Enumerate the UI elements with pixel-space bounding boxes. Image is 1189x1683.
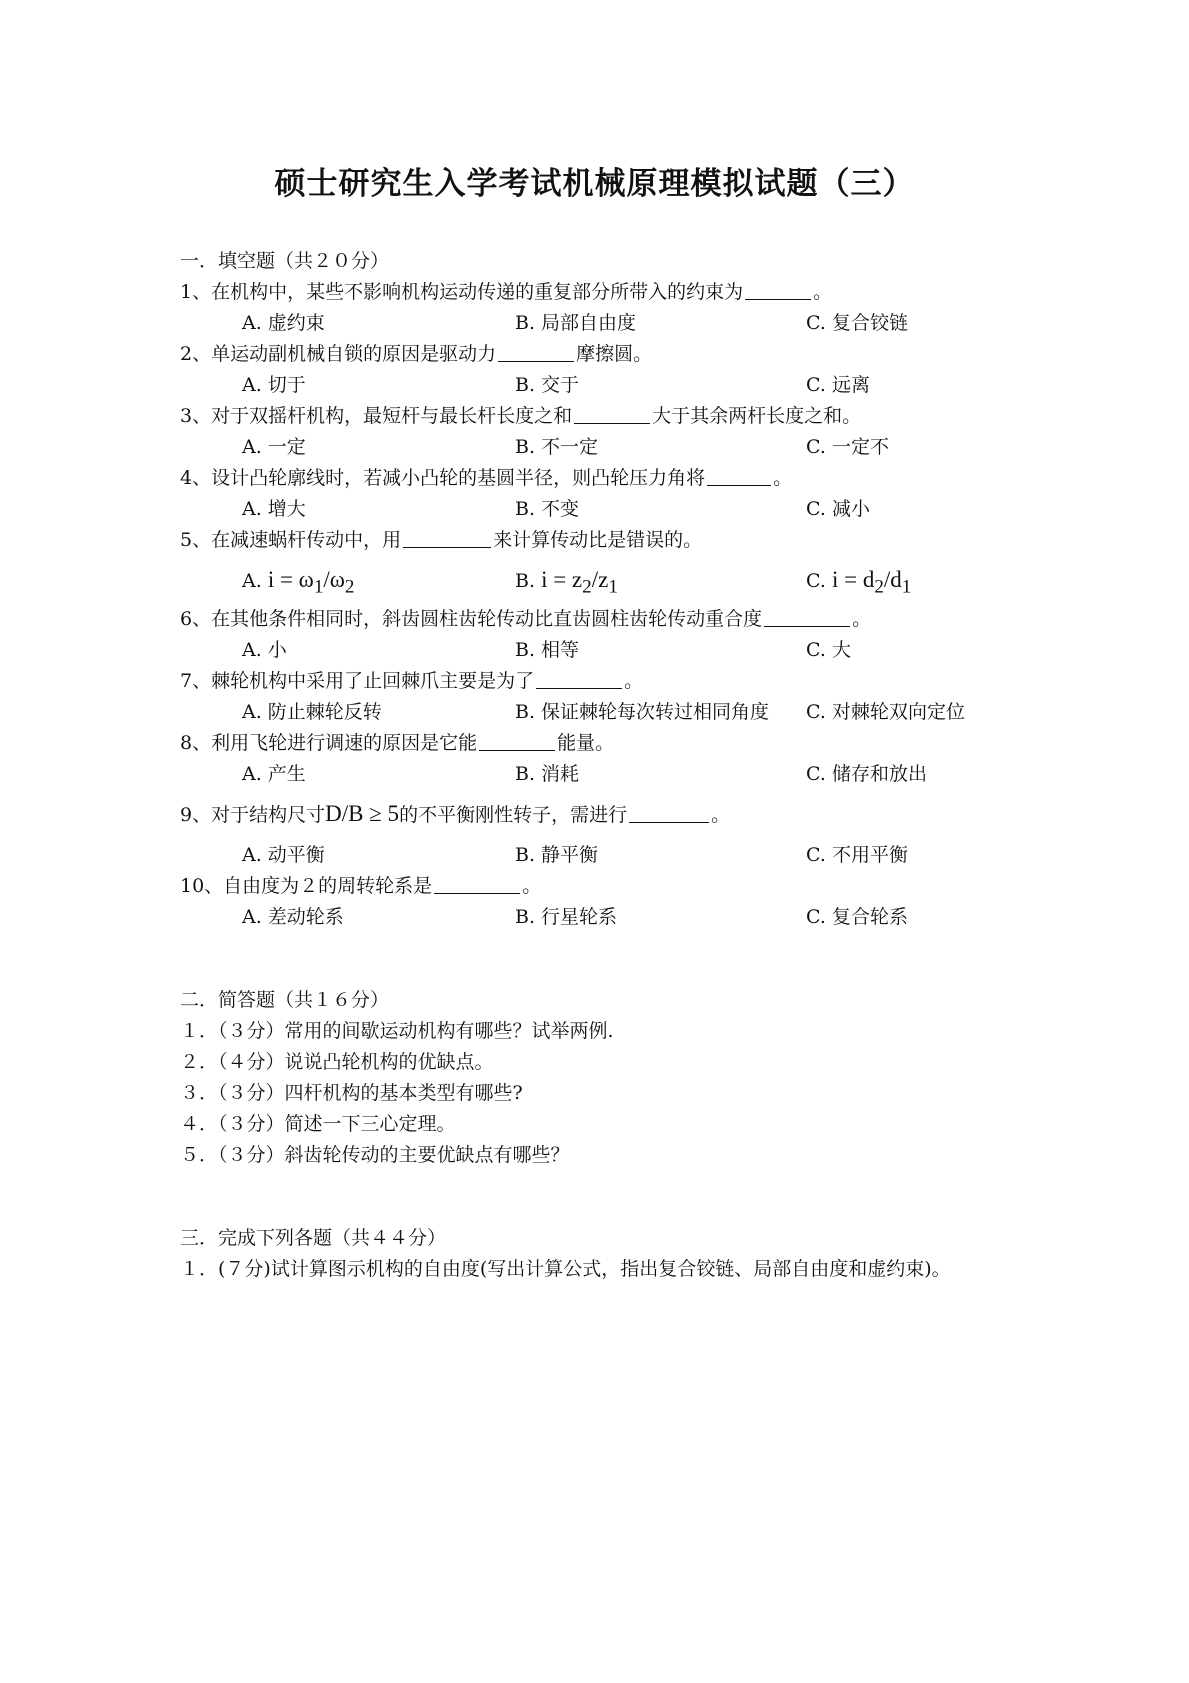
option-c: C. $i = d_2/d_1$ (806, 567, 912, 598)
section-2-heading: 二．简答题（共１６分） (180, 989, 390, 1011)
option-c: C. 一定不 (806, 436, 889, 458)
question-10: 10、自由度为２的周转轮系是 。 (180, 871, 1060, 902)
option-b: B. $i = z_2/z_1$ (515, 567, 618, 598)
answer-blank (479, 728, 555, 751)
option-a: A. 差动轮系 (242, 906, 344, 928)
option-b: B. 相等 (515, 639, 580, 661)
option-a: A. 切于 (242, 374, 306, 396)
question-7: 7、棘轮机构中采用了止回棘爪主要是为了 。 (180, 666, 1060, 697)
question-9-options (180, 840, 1060, 871)
option-a: A. 增大 (242, 498, 306, 520)
formula-teeth-ratio: $i = z_2/z_1$ (541, 567, 618, 598)
problem-item: １．(７分)试计算图示机构的自由度(写出计算公式，指出复合铰链、局部自由度和虚约束)。 (180, 1258, 951, 1280)
answer-blank (574, 401, 650, 424)
option-a: A. 防止棘轮反转 (242, 701, 382, 723)
question-5-options (180, 556, 1060, 604)
formula-db-ratio: D/B ≥ 5 (325, 801, 400, 826)
answer-blank (536, 666, 622, 689)
option-a: A. 小 (242, 639, 287, 661)
formula-omega-ratio: $i = \omega_1/\omega_2$ (267, 567, 355, 598)
option-c: C. 对棘轮双向定位 (806, 701, 965, 723)
question-4: 4、设计凸轮廓线时，若减小凸轮的基圆半径，则凸轮压力角将 。 (180, 463, 1060, 494)
option-c: C. 复合轮系 (806, 906, 908, 928)
question-7-options (180, 697, 1060, 728)
option-c: C. 大 (806, 639, 851, 661)
exam-content (180, 246, 1060, 1285)
question-6-options (180, 635, 1060, 666)
formula-diameter-ratio: $i = d_2/d_1$ (831, 567, 912, 598)
question-6: 6、在其他条件相同时，斜齿圆柱齿轮传动比直齿圆柱齿轮传动重合度 。 (180, 604, 1060, 635)
answer-blank (434, 871, 520, 894)
option-b: B. 行星轮系 (515, 906, 618, 928)
answer-blank (403, 525, 491, 548)
question-2: 2、单运动副机械自锁的原因是驱动力 摩擦圆。 (180, 339, 1060, 370)
question-3-options (180, 432, 1060, 463)
option-b: B. 不一定 (515, 436, 599, 458)
answer-blank (498, 339, 574, 362)
option-c: C. 复合铰链 (806, 312, 908, 334)
question-8-options (180, 759, 1060, 790)
option-b: B. 静平衡 (515, 844, 599, 866)
option-b: B. 交于 (515, 374, 580, 396)
short-answer-item: １．（３分）常用的间歇运动机构有哪些？试举两例. (180, 1020, 614, 1042)
short-answer-item: ５．（３分）斜齿轮传动的主要优缺点有哪些？ (180, 1144, 570, 1166)
question-4-options (180, 494, 1060, 525)
option-c: C. 远离 (806, 374, 870, 396)
question-1: 1、在机构中，某些不影响机构运动传递的重复部分所带入的约束为 。 (180, 277, 1060, 308)
question-10-options (180, 902, 1060, 933)
option-a: A. 虚约束 (242, 312, 325, 334)
question-8: 8、利用飞轮进行调速的原因是它能 能量。 (180, 728, 1060, 759)
option-c: C. 减小 (806, 498, 870, 520)
question-3: 3、对于双摇杆机构，最短杆与最长杆长度之和 大于其余两杆长度之和。 (180, 401, 1060, 432)
section-3-heading: 三．完成下列各题（共４４分） (180, 1227, 447, 1249)
short-answer-item: ２．（４分）说说凸轮机构的优缺点。 (180, 1051, 494, 1073)
option-a: A. 动平衡 (242, 844, 325, 866)
question-9: 9、对于结构尺寸D/B ≥ 5的不平衡刚性转子，需进行 。 (180, 801, 731, 826)
option-b: B. 不变 (515, 498, 580, 520)
option-b: B. 保证棘轮每次转过相同角度 (515, 701, 770, 723)
option-c: C. 不用平衡 (806, 844, 908, 866)
section-1-heading: 一．填空题（共２０分） (180, 250, 390, 272)
option-c: C. 储存和放出 (806, 763, 927, 785)
option-a: A. 产生 (242, 763, 306, 785)
answer-blank (629, 800, 709, 823)
short-answer-item: ４．（３分）简述一下三心定理。 (180, 1113, 456, 1135)
short-answer-item: ３．（３分）四杆机构的基本类型有哪些? (180, 1082, 523, 1104)
option-b: B. 局部自由度 (515, 312, 637, 334)
option-a: A. $i = \omega_1/\omega_2$ (242, 567, 355, 598)
question-1-options (180, 308, 1060, 339)
page-title: 硕士研究生入学考试机械原理模拟试题（三） (274, 166, 915, 202)
answer-blank (707, 463, 771, 486)
answer-blank (745, 277, 811, 300)
option-b: B. 消耗 (515, 763, 580, 785)
option-a: A. 一定 (242, 436, 306, 458)
question-2-options (180, 370, 1060, 401)
question-5: 5、在减速蜗杆传动中，用 来计算传动比是错误的。 (180, 525, 1060, 556)
